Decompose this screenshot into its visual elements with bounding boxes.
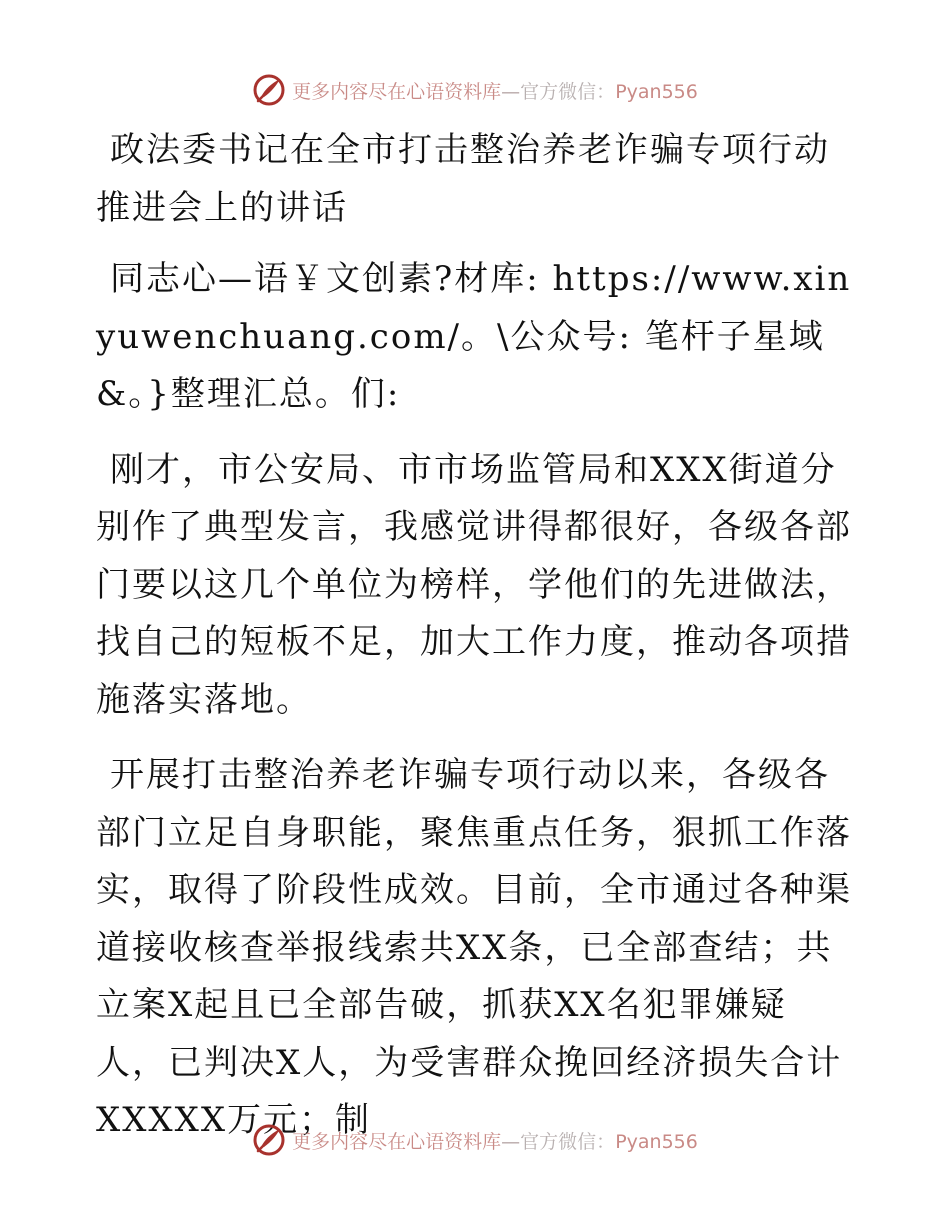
watermark-wechat-label: 官方微信：: [520, 80, 616, 103]
watermark-dash: —: [501, 80, 521, 103]
document-title: 政法委书记在全市打击整治养老诈骗专项行动推进会上的讲话: [96, 130, 830, 228]
document-paragraph: 开展打击整治养老诈骗专项行动以来，各级各部门立足自身职能，聚焦重点任务，狠抓工作落实，取得了阶段性成效。目前，全市通过各种渠道接收核查举报线索共XX条，已全部查结；共立案X起且已全部告破，抓获XX名犯罪嫌疑人，已判决X人，为受害群众挽回经济损失合计XXXXX万元；制: [96, 755, 852, 1140]
feather-logo-icon: [252, 1123, 286, 1157]
watermark-wechat-id: Pyan556: [615, 80, 698, 103]
header-watermark: [0, 70, 950, 110]
watermark-site-text: 更多内容尽在心语资料库: [292, 1130, 502, 1153]
watermark-wechat-id: Pyan556: [615, 1130, 698, 1153]
footer-watermark: [0, 1120, 950, 1160]
watermark-text: [292, 1127, 698, 1154]
document-paragraph: 刚才，市公安局、市市场监管局和XXX街道分别作了典型发言，我感觉讲得都很好，各级各部门要以这几个单位为榜样，学他们的先进做法，找自己的短板不足，加大工作力度，推动各项措施落实落地。: [96, 449, 852, 720]
watermark-site-text: 更多内容尽在心语资料库: [292, 80, 502, 103]
watermark-dash: —: [501, 1130, 521, 1153]
document-salutation: 同志心—语￥文创素?材库: https://www.xinyuwenchuang.com/。\公众号: 笔杆子星域&。}整理汇总。们:: [96, 259, 852, 414]
feather-logo-icon: [252, 73, 286, 107]
watermark-text: [292, 77, 698, 104]
document-body: [96, 122, 856, 1168]
watermark-wechat-label: 官方微信：: [520, 1130, 616, 1153]
